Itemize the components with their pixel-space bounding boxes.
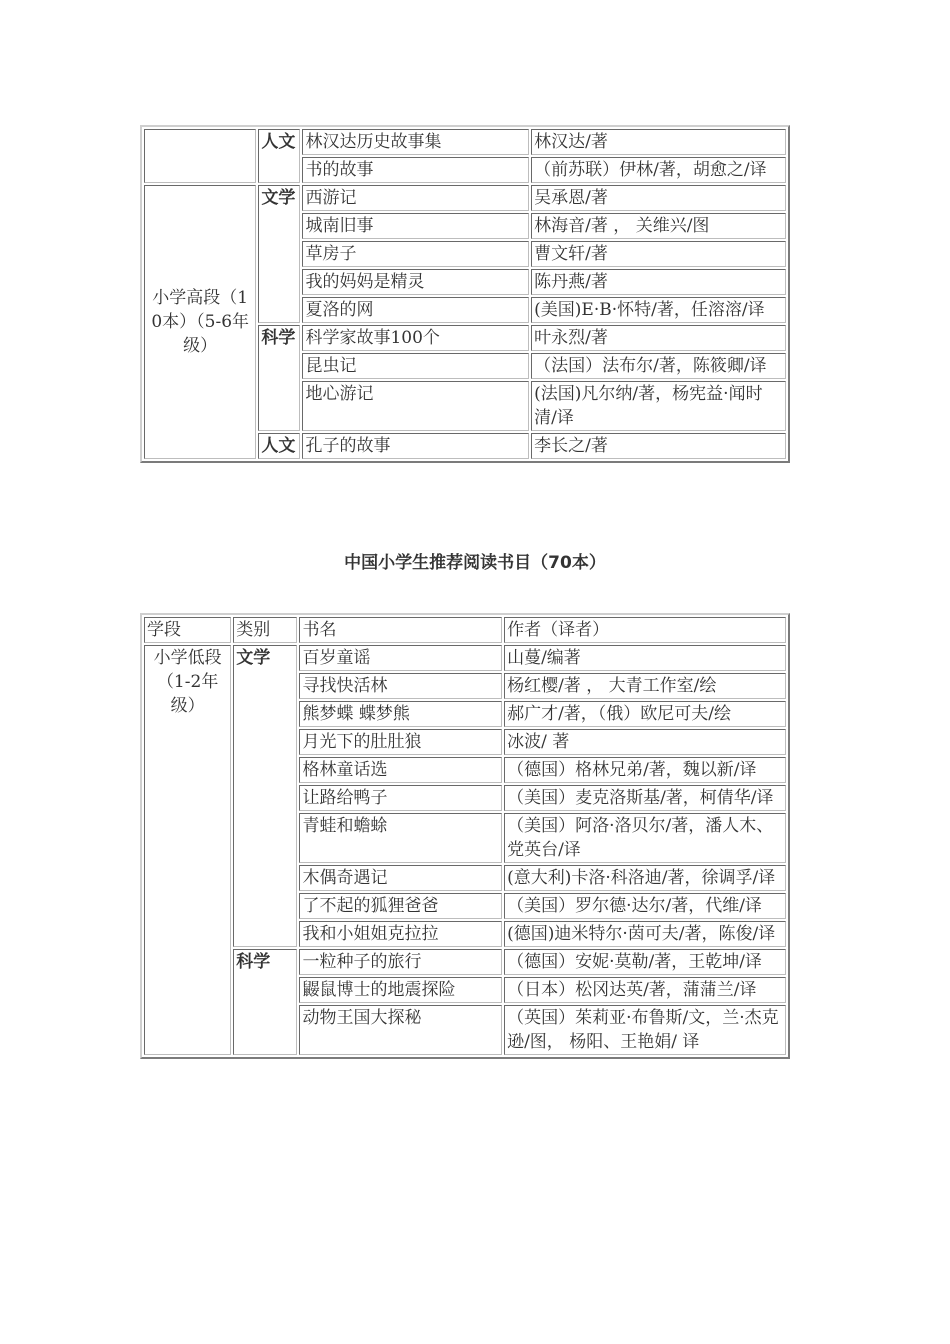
book-title: 夏洛的网 bbox=[302, 297, 529, 323]
book-title: 一粒种子的旅行 bbox=[299, 949, 502, 975]
book-author: （美国）罗尔德·达尔/著，代维/译 bbox=[504, 893, 786, 919]
table-row bbox=[144, 185, 786, 211]
book-author: （英国）茱莉亚·布鲁斯/文，兰·杰克逊/图， 杨阳、王艳娟/ 译 bbox=[504, 1005, 786, 1055]
book-author: 吴承恩/著 bbox=[531, 185, 786, 211]
book-title: 城南旧事 bbox=[302, 213, 529, 239]
column-header-author: 作者（译者） bbox=[504, 617, 786, 643]
table-row bbox=[144, 645, 786, 671]
category-cell: 科学 bbox=[233, 949, 297, 1055]
column-header-book: 书名 bbox=[299, 617, 502, 643]
book-title: 百岁童谣 bbox=[299, 645, 502, 671]
book-title: 青蛙和蟾蜍 bbox=[299, 813, 502, 863]
book-title: 孔子的故事 bbox=[302, 433, 529, 459]
book-title: 昆虫记 bbox=[302, 353, 529, 379]
reading-list-table-lower bbox=[140, 613, 790, 1059]
book-author: 李长之/著 bbox=[531, 433, 786, 459]
reading-list-table-upper bbox=[140, 125, 790, 463]
book-author: （德国）格林兄弟/著，魏以新/译 bbox=[504, 757, 786, 783]
category-cell: 人文 bbox=[258, 433, 300, 459]
book-author: (法国)凡尔纳/著，杨宪益·闻时清/译 bbox=[531, 381, 786, 431]
book-title: 月光下的肚肚狼 bbox=[299, 729, 502, 755]
book-author: 林海音/著 ， 关维兴/图 bbox=[531, 213, 786, 239]
category-cell: 人文 bbox=[258, 129, 300, 183]
book-title: 格林童话选 bbox=[299, 757, 502, 783]
book-title: 动物王国大探秘 bbox=[299, 1005, 502, 1055]
book-author: （美国）阿洛·洛贝尔/著，潘人木、党英台/译 bbox=[504, 813, 786, 863]
book-author: 冰波/ 著 bbox=[504, 729, 786, 755]
stage-cell: 小学低段（1-2年级） bbox=[144, 645, 231, 1055]
book-author: （前苏联）伊林/著，胡愈之/译 bbox=[531, 157, 786, 183]
book-title: 了不起的狐狸爸爸 bbox=[299, 893, 502, 919]
book-author: (意大利)卡洛·科洛迪/著，徐调孚/译 bbox=[504, 865, 786, 891]
stage-cell: 小学高段（10本）（5-6年级） bbox=[144, 185, 256, 459]
book-author: （德国）安妮·莫勒/著，王乾坤/译 bbox=[504, 949, 786, 975]
book-title: 寻找快活林 bbox=[299, 673, 502, 699]
book-author: 杨红樱/著 ， 大青工作室/绘 bbox=[504, 673, 786, 699]
book-title: 木偶奇遇记 bbox=[299, 865, 502, 891]
book-author: 林汉达/著 bbox=[531, 129, 786, 155]
book-title: 地心游记 bbox=[302, 381, 529, 431]
book-title: 熊梦蝶 蝶梦熊 bbox=[299, 701, 502, 727]
column-header-category: 类别 bbox=[233, 617, 297, 643]
book-author: 曹文轩/著 bbox=[531, 241, 786, 267]
book-title: 林汉达历史故事集 bbox=[302, 129, 529, 155]
category-cell: 科学 bbox=[258, 325, 300, 431]
book-author: （日本）松冈达英/著，蒲蒲兰/译 bbox=[504, 977, 786, 1003]
header-row bbox=[144, 617, 786, 643]
book-title: 草房子 bbox=[302, 241, 529, 267]
category-cell: 文学 bbox=[233, 645, 297, 947]
book-title: 科学家故事100个 bbox=[302, 325, 529, 351]
section-title: 中国小学生推荐阅读书目（70本） bbox=[344, 553, 606, 573]
book-title: 我和小姐姐克拉拉 bbox=[299, 921, 502, 947]
category-cell: 文学 bbox=[258, 185, 300, 323]
book-author: (德国)迪米特尔·茵可夫/著，陈俊/译 bbox=[504, 921, 786, 947]
book-author: 陈丹燕/著 bbox=[531, 269, 786, 295]
table-row bbox=[144, 949, 786, 975]
stage-cell-empty bbox=[144, 129, 256, 183]
book-author: （美国）麦克洛斯基/著，柯倩华/译 bbox=[504, 785, 786, 811]
book-author: 郝广才/著，（俄）欧尼可夫/绘 bbox=[504, 701, 786, 727]
book-author: 山蔓/编著 bbox=[504, 645, 786, 671]
book-author: 叶永烈/著 bbox=[531, 325, 786, 351]
book-title: 我的妈妈是精灵 bbox=[302, 269, 529, 295]
table-row bbox=[144, 129, 786, 155]
book-title: 西游记 bbox=[302, 185, 529, 211]
book-title: 让路给鸭子 bbox=[299, 785, 502, 811]
column-header-stage: 学段 bbox=[144, 617, 231, 643]
book-author: (美国)E·B·怀特/著，任溶溶/译 bbox=[531, 297, 786, 323]
book-author: （法国）法布尔/著，陈筱卿/译 bbox=[531, 353, 786, 379]
book-title: 书的故事 bbox=[302, 157, 529, 183]
book-title: 鼹鼠博士的地震探险 bbox=[299, 977, 502, 1003]
